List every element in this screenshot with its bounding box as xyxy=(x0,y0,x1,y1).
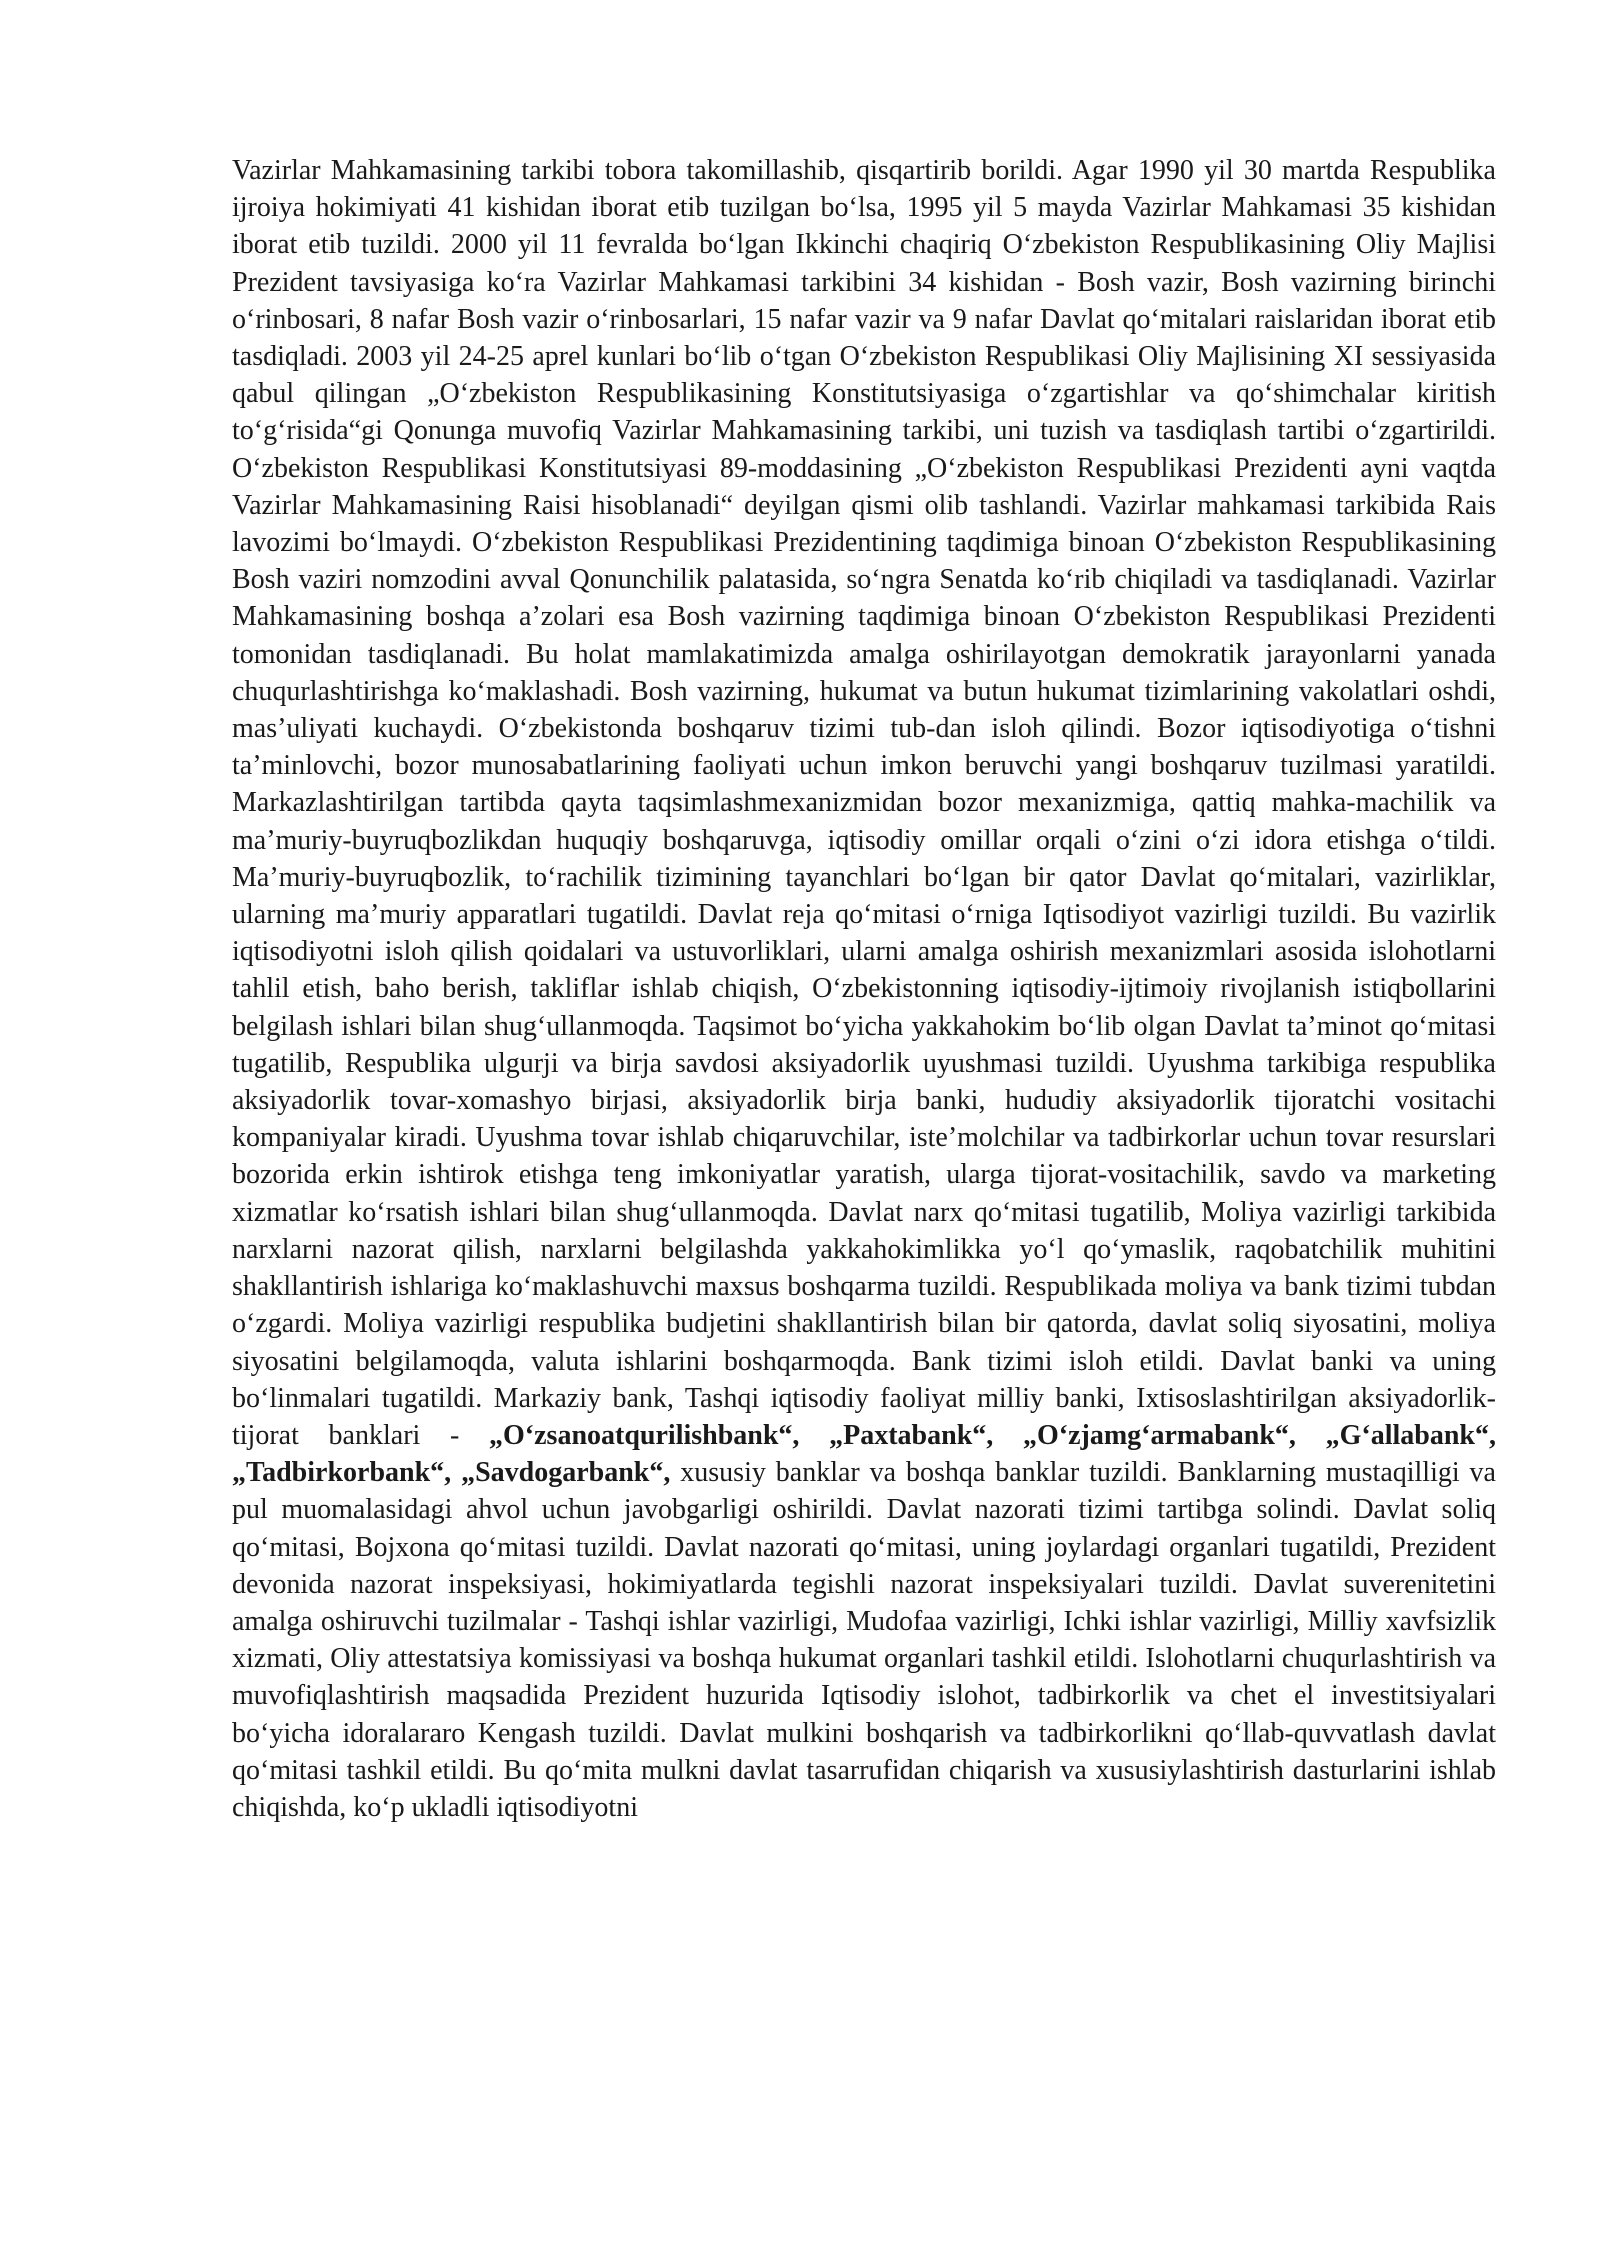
body-paragraph xyxy=(232,152,1496,1826)
paragraph-text-part2: xususiy banklar va boshqa banklar tuzildi. Banklarning mustaqilligi va pul muomalasidagi ahvol uchun javobgarligi oshirildi. Davlat nazorati tizimi tartibga solindi. Davlat soliq qo‘mitasi, Bojxona qo‘mitasi tuzildi. Davlat nazorati qo‘mitasi, uning joylardagi organlari tugatildi, Prezident devonida nazorat inspeksiyasi, hokimiyatlarda tegishli nazorat inspeksiyalari tuzildi. Davlat suverenitetini amalga oshiruvchi tuzilmalar - Tashqi ishlar vazirligi, Mudofaa vazirligi, Ichki ishlar vazirligi, Milliy xavfsizlik xizmati, Oliy attestatsiya komissiyasi va boshqa hukumat organlari tashkil etildi. Islohotlarni chuqurlashtirish va muvofiqlashtirish maqsadida Prezident huzurida Iqtisodiy islohot, tadbirkorlik va chet el investitsiyalari bo‘yicha idoralararo Kengash tuzildi. Davlat mulkini boshqarish va tadbirkorlikni qo‘llab-quvvatlash davlat qo‘mitasi tashkil etildi. Bu qo‘mita mulkni davlat tasarrufidan chiqarish va xususiylashtirish dasturlarini ishlab chiqishda, ko‘p ukladli iqtisodiyotni xyxy=(232,1457,1496,1823)
document-page xyxy=(232,152,1496,1826)
paragraph-text-part1: Vazirlar Mahkamasining tarkibi tobora takomillashib, qisqartirib borildi. Agar 1990 yil 30 martda Respublika ijroiya hokimiyati 41 kishidan iborat etib tuzilgan bo‘lsa, 1995 yil 5 mayda Vazirlar Mahkamasi 35 kishidan iborat etib tuzildi. 2000 yil 11 fevralda bo‘lgan Ikkinchi chaqiriq O‘zbekiston Respublikasining Oliy Majlisi Prezident tavsiyasiga ko‘ra Vazirlar Mahkamasi tarkibini 34 kishidan - Bosh vazir, Bosh vazirning birinchi o‘rinbosari, 8 nafar Bosh vazir o‘rinbosarlari, 15 nafar vazir va 9 nafar Davlat qo‘mitalari raislaridan iborat etib tasdiqladi. 2003 yil 24-25 aprel kunlari bo‘lib o‘tgan O‘zbekiston Respublikasi Oliy Majlisining XI sessiyasida qabul qilingan „O‘zbekiston Respublikasining Konstitutsiyasiga o‘zgartishlar va qo‘shimchalar kiritish to‘g‘risida“gi Qonunga muvofiq Vazirlar Mahkamasining tarkibi, uni tuzish va tasdiqlash tartibi o‘zgartirildi. O‘zbekiston Respublikasi Konstitutsiyasi 89-moddasining „O‘zbekiston Respublikasi Prezidenti ayni vaqtda Vazirlar Mahkamasining Raisi hisoblanadi“ deyilgan qismi olib tashlandi. Vazirlar mahkamasi tarkibida Rais lavozimi bo‘lmaydi. O‘zbekiston Respublikasi Prezidentining taqdimiga binoan O‘zbekiston Respublikasining Bosh vaziri nomzodini avval Qonunchilik palatasida, so‘ngra Senatda ko‘rib chiqiladi va tasdiqlanadi. Vazirlar Mahkamasining boshqa a’zolari esa Bosh vazirning taqdimiga binoan O‘zbekiston Respublikasi Prezidenti tomonidan tasdiqlanadi. Bu holat mamlakatimizda amalga oshirilayotgan demokratik jarayonlarni yanada chuqurlashtirishga ko‘maklashadi. Bosh vazirning, hukumat va butun hukumat tizimlarining vakolatlari oshdi, mas’uliyati kuchaydi. O‘zbekistonda boshqaruv tizimi tub-dan isloh qilindi. Bozor iqtisodiyotiga o‘tishni ta’minlovchi, bozor munosabatlarining faoliyati uchun imkon beruvchi yangi boshqaruv tuzilmasi yaratildi. Markazlashtirilgan tartibda qayta taqsimlashmexanizmidan bozor mexanizmiga, qattiq mahka-machilik va ma’muriy-buyruqbozlikdan huquqiy boshqaruvga, iqtisodiy omillar orqali o‘zini o‘zi idora etishga o‘tildi. Ma’muriy-buyruqbozlik, to‘rachilik tizimining tayanchlari bo‘lgan bir qator Davlat qo‘mitalari, vazirliklar, ularning ma’muriy apparatlari tugatildi. Davlat reja qo‘mitasi o‘rniga Iqtisodiyot vazirligi tuzildi. Bu vazirlik iqtisodiyotni isloh qilish qoidalari va ustuvorliklari, ularni amalga oshirish mexanizmlari asosida islohotlarni tahlil etish, baho berish, takliflar ishlab chiqish, O‘zbekistonning iqtisodiy-ijtimoiy rivojlanish istiqbollarini belgilash ishlari bilan shug‘ullanmoqda. Taqsimot bo‘yicha yakkahokim bo‘lib olgan Davlat ta’minot qo‘mitasi tugatilib, Respublika ulgurji va birja savdosi aksiyadorlik uyushmasi tuzildi. Uyushma tarkibiga respublika aksiyadorlik tovar-xomashyo birjasi, aksiyadorlik birja banki, hududiy aksiyadorlik tijoratchi vositachi kompaniyalar kiradi. Uyushma tovar ishlab chiqaruvchilar, iste’molchilar va tadbirkorlar uchun tovar resurslari bozorida erkin ishtirok etishga teng imkoniyatlar yaratish, ularga tijorat-vositachilik, savdo va marketing xizmatlar ko‘rsatish ishlari bilan shug‘ullanmoqda. Davlat narx qo‘mitasi tugatilib, Moliya vazirligi tarkibida narxlarni nazorat qilish, narxlarni belgilashda yakkahokimlikka yo‘l qo‘ymaslik, raqobatchilik muhitini shakllantirish ishlariga ko‘maklashuvchi maxsus boshqarma tuzildi. Respublikada moliya va bank tizimi tubdan o‘zgardi. Moliya vazirligi respublika budjetini shakllantirish bilan bir qatorda, davlat soliq siyosatini, moliya siyosatini belgilamoqda, valuta ishlarini boshqarmoqda. Bank tizimi isloh etildi. Davlat banki va uning bo‘linmalari tugatildi. Markaziy bank, Tashqi iqtisodiy faoliyat milliy banki, Ixtisoslashtirilgan aksiyadorlik-tijorat banklari - xyxy=(232,155,1496,1451)
bank-names-bold: „O‘zsanoatqurilishbank“, „Paxtabank“, „O‘zjamg‘armabank“, „G‘allabank“, „Tadbirkorbank“, „Savdogarbank“, xyxy=(232,1419,1497,1489)
